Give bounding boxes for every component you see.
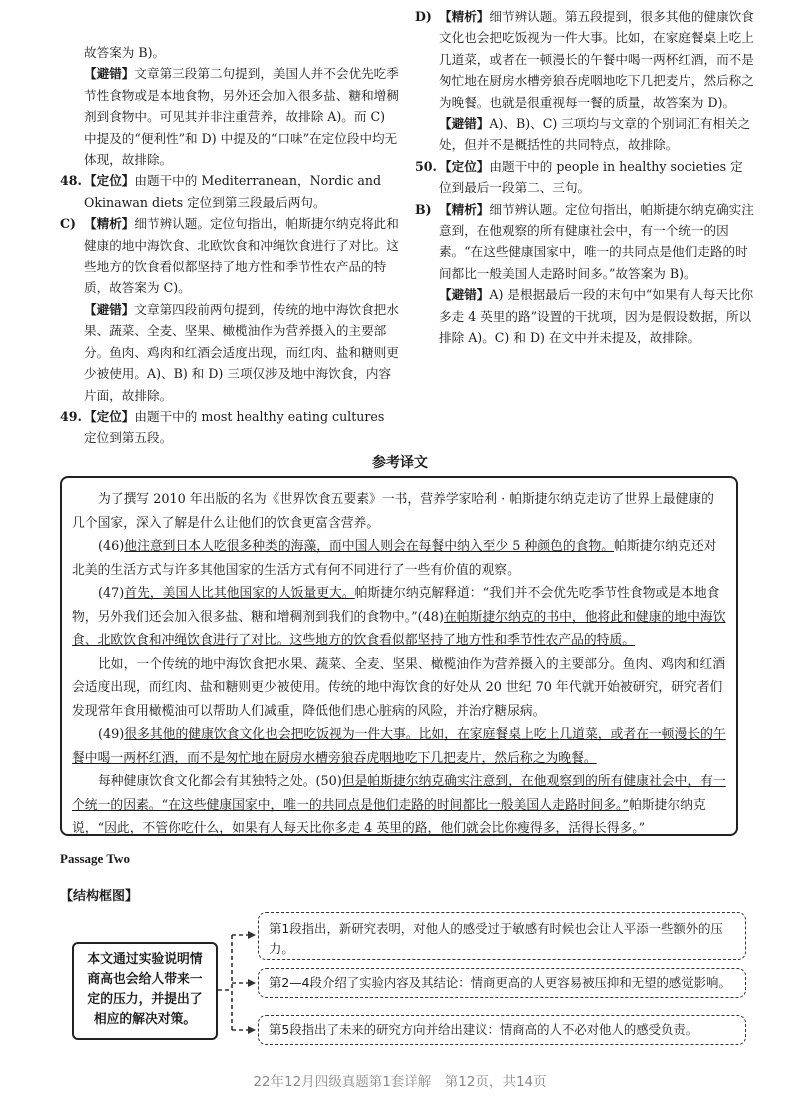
sentence-number: (47) [98,586,125,601]
sentence: 帕斯捷尔纳克还对北美的生活方式与许多其他国家的生活方式有何不同进行了一些有价值的观察。 [72,539,717,578]
underlined-sentence: 首先，美国人比其他国家的人饭量更大。 [124,586,355,601]
analysis-text: 细节辨认题。第五段提到，很多其他的健康饮食文化也会把吃饭视为一件大事。比如，在家庭餐桌上吃上几道菜，或者在一顿漫长的午餐中喝一两杯红酒，而不是匆忙地在厨房水槽旁狼吞虎咽地吃下几把麦片，然后称之为晚餐。也就是很重视每一餐的质量，故答案为 D)。 [439,9,754,110]
answer-letter: D) [415,9,432,24]
analysis-tag: 【精析】 [84,216,135,232]
section-title: 参考译文 [372,455,428,471]
analysis-text: 细节辨认题。定位句指出，帕斯捷尔纳克确实注意到，在他观察的所有健康社会中，有一个统一的因素。“在这些健康国家中，唯一的共同点是他们走路的时间都比一般美国人走路时间多。”故答案为 B)。 [439,201,754,281]
avoid-error-text: A)、B)、C) 三项均与文章的个别词汇有相关之处，但并不是概括性的共同特点，故排除。 [439,116,751,153]
sentence-number: (50) [315,774,342,789]
avoid-error-text: 文章第三段第二句提到，美国人并不会优先吃季节性食物或是本地食物，另外还会加入很多盐、糖和增稠剂到食物中。可见其并非注重营养，故排除 A)。而 C) 中提及的“便利性”和 D) 中提及的“口味”在定位段中均无体现，故排除。 [84,66,399,168]
locate-tag: 【定位】 [84,173,135,189]
page-footer: 22年12月四级真题第1套详解 第12页，共14页 [253,1074,547,1090]
locate-text: 由题干中的 Mediterranean，Nordic and Okinawan diets 定位到第三段最后两句。 [84,173,382,210]
structure-box-3: 第5段指出了未来的研究方向并给出建议：情商高的人不必对他人的感受负责。 [258,1015,746,1045]
locate-text: 由题干中的 people in healthy societies 定位到最后一段第二、三句。 [439,158,743,196]
locate-tag: 【定位】 [84,408,135,424]
avoid-error-tag: 【避错】 [84,301,135,317]
arrow-icon [248,931,256,1034]
translation-paragraph: 为了撰写 2010 年出版的名为《世界饮食五要素》一书，营养学家哈利 · 帕斯捷尔纳克走访了世界上最健康的几个国家，深入了解是什么让他们的饮食更富含营养。 [72,492,714,531]
sentence-number: (48) [417,609,444,625]
analysis-tag: 【精析】 [439,9,490,24]
question-number: 50. [415,158,437,174]
avoid-error-text: 文章第四段前两句提到，传统的地中海饮食把水果、蔬菜、全麦、坚果、橄榄油作为营养摄入的主要部分。鱼肉、鸡肉和红酒会适度出现，而红肉、盐和糖则更少被使用。A)、B) 和 D) 三项仅涉及地中海饮食，内容片面，故排除。 [84,301,399,403]
avoid-error-tag: 【避错】 [439,287,490,303]
answer-letter: B) [415,201,432,217]
underlined-sentence: 但是帕斯捷尔纳克确实注意到，在他观察到的所有健康社会中，有一个统一的因素。“在这些健康国家中，唯一的共同点是他们走路的时间都比一般美国人走路时间多。” [72,774,726,813]
analysis-text: 细节辨认题。定位句指出，帕斯捷尔纳克将此和健康的地中海饮食、北欧饮食和冲绳饮食进行了对比。这些地方的饮食看似都坚持了地方性和季节性农产品的特质，故答案为 C)。 [84,216,399,296]
locate-tag: 【定位】 [439,158,490,174]
sentence: 每种健康饮食文化都会有其独特之处。 [98,774,316,789]
translation-paragraph: 比如，一个传统的地中海饮食把水果、蔬菜、全麦、坚果、橄榄油作为营养摄入的主要部分。鱼肉、鸡肉和红酒会适度出现，而红肉、盐和糖则更少被使用。传统的地中海饮食的好处从 20 世纪 70 年代就开始被研究，研究者们发现常年食用橄榄油可以帮助人们减重，降低他们患心脏病的风险，并治疗糖尿病。 [72,656,726,719]
avoid-error-text: A) 是根据最后一段的末句中“如果有人每天比你多走 4 英里的路”设置的干扰项，因为是假设数据，所以排除 A)。C) 和 D) 在文中并未提及，故排除。 [439,287,754,346]
answer-text: 故答案为 B)。 [84,45,166,60]
structure-diagram-label: 【结构框图】 [60,889,139,904]
passage-heading: Passage Two [60,851,130,866]
analysis-tag: 【精析】 [439,201,490,217]
sentence: 帕斯捷尔纳克解释道：“我们并不会优先吃季节性食物或是本地食物，另外我们还会加入很多盐、糖和增稠剂到我们的食物中。” [72,586,720,625]
connector-lines-icon [218,935,248,1030]
avoid-error-tag: 【避错】 [439,116,490,132]
answer-letter: C) [60,216,76,232]
underlined-sentence: 很多其他的健康饮食文化也会把吃饭视为一件大事。比如，在家庭餐桌上吃上几道菜，或者在一顿漫长的午餐中喝一两杯红酒，而不是匆忙地在厨房水槽旁狼吞虎咽地吃下几把麦片，然后称之为晚餐。 [72,727,726,766]
question-number: 49. [60,408,82,424]
avoid-error-tag: 【避错】 [84,66,135,82]
summary-box: 本文通过实验说明情商高也会给人带来一定的压力，并提出了相应的解决对策。 [72,942,218,1040]
sentence-number: (46) [98,539,125,554]
locate-text: 由题干中的 most healthy eating cultures 定位到第五段。 [84,408,385,446]
underlined-sentence: 他注意到日本人吃很多种类的海藻，而中国人则会在每餐中纳入至少 5 种颜色的食物。 [124,539,615,554]
sentence-number: (49) [98,727,125,742]
structure-box-1: 第1段指出，新研究表明，对他人的感受过于敏感有时候也会让人平添一些额外的压力。 [258,912,746,960]
question-number: 48. [60,173,82,189]
sentence: 帕斯捷尔纳克说，“因此，不管你吃什么，如果有人每天比你多走 4 英里的路，他们就会比你瘦得多，活得长得多。” [72,797,706,836]
structure-box-2: 第2—4段介绍了实验内容及其结论：情商更高的人更容易被压抑和无望的感觉影响。 [258,968,746,998]
underlined-sentence: 在帕斯捷尔纳克的书中，他将此和健康的地中海饮食、北欧饮食和冲绳饮食进行了对比。这些地方的饮食看似都坚持了地方性和季节性农产品的特质。 [72,609,726,648]
